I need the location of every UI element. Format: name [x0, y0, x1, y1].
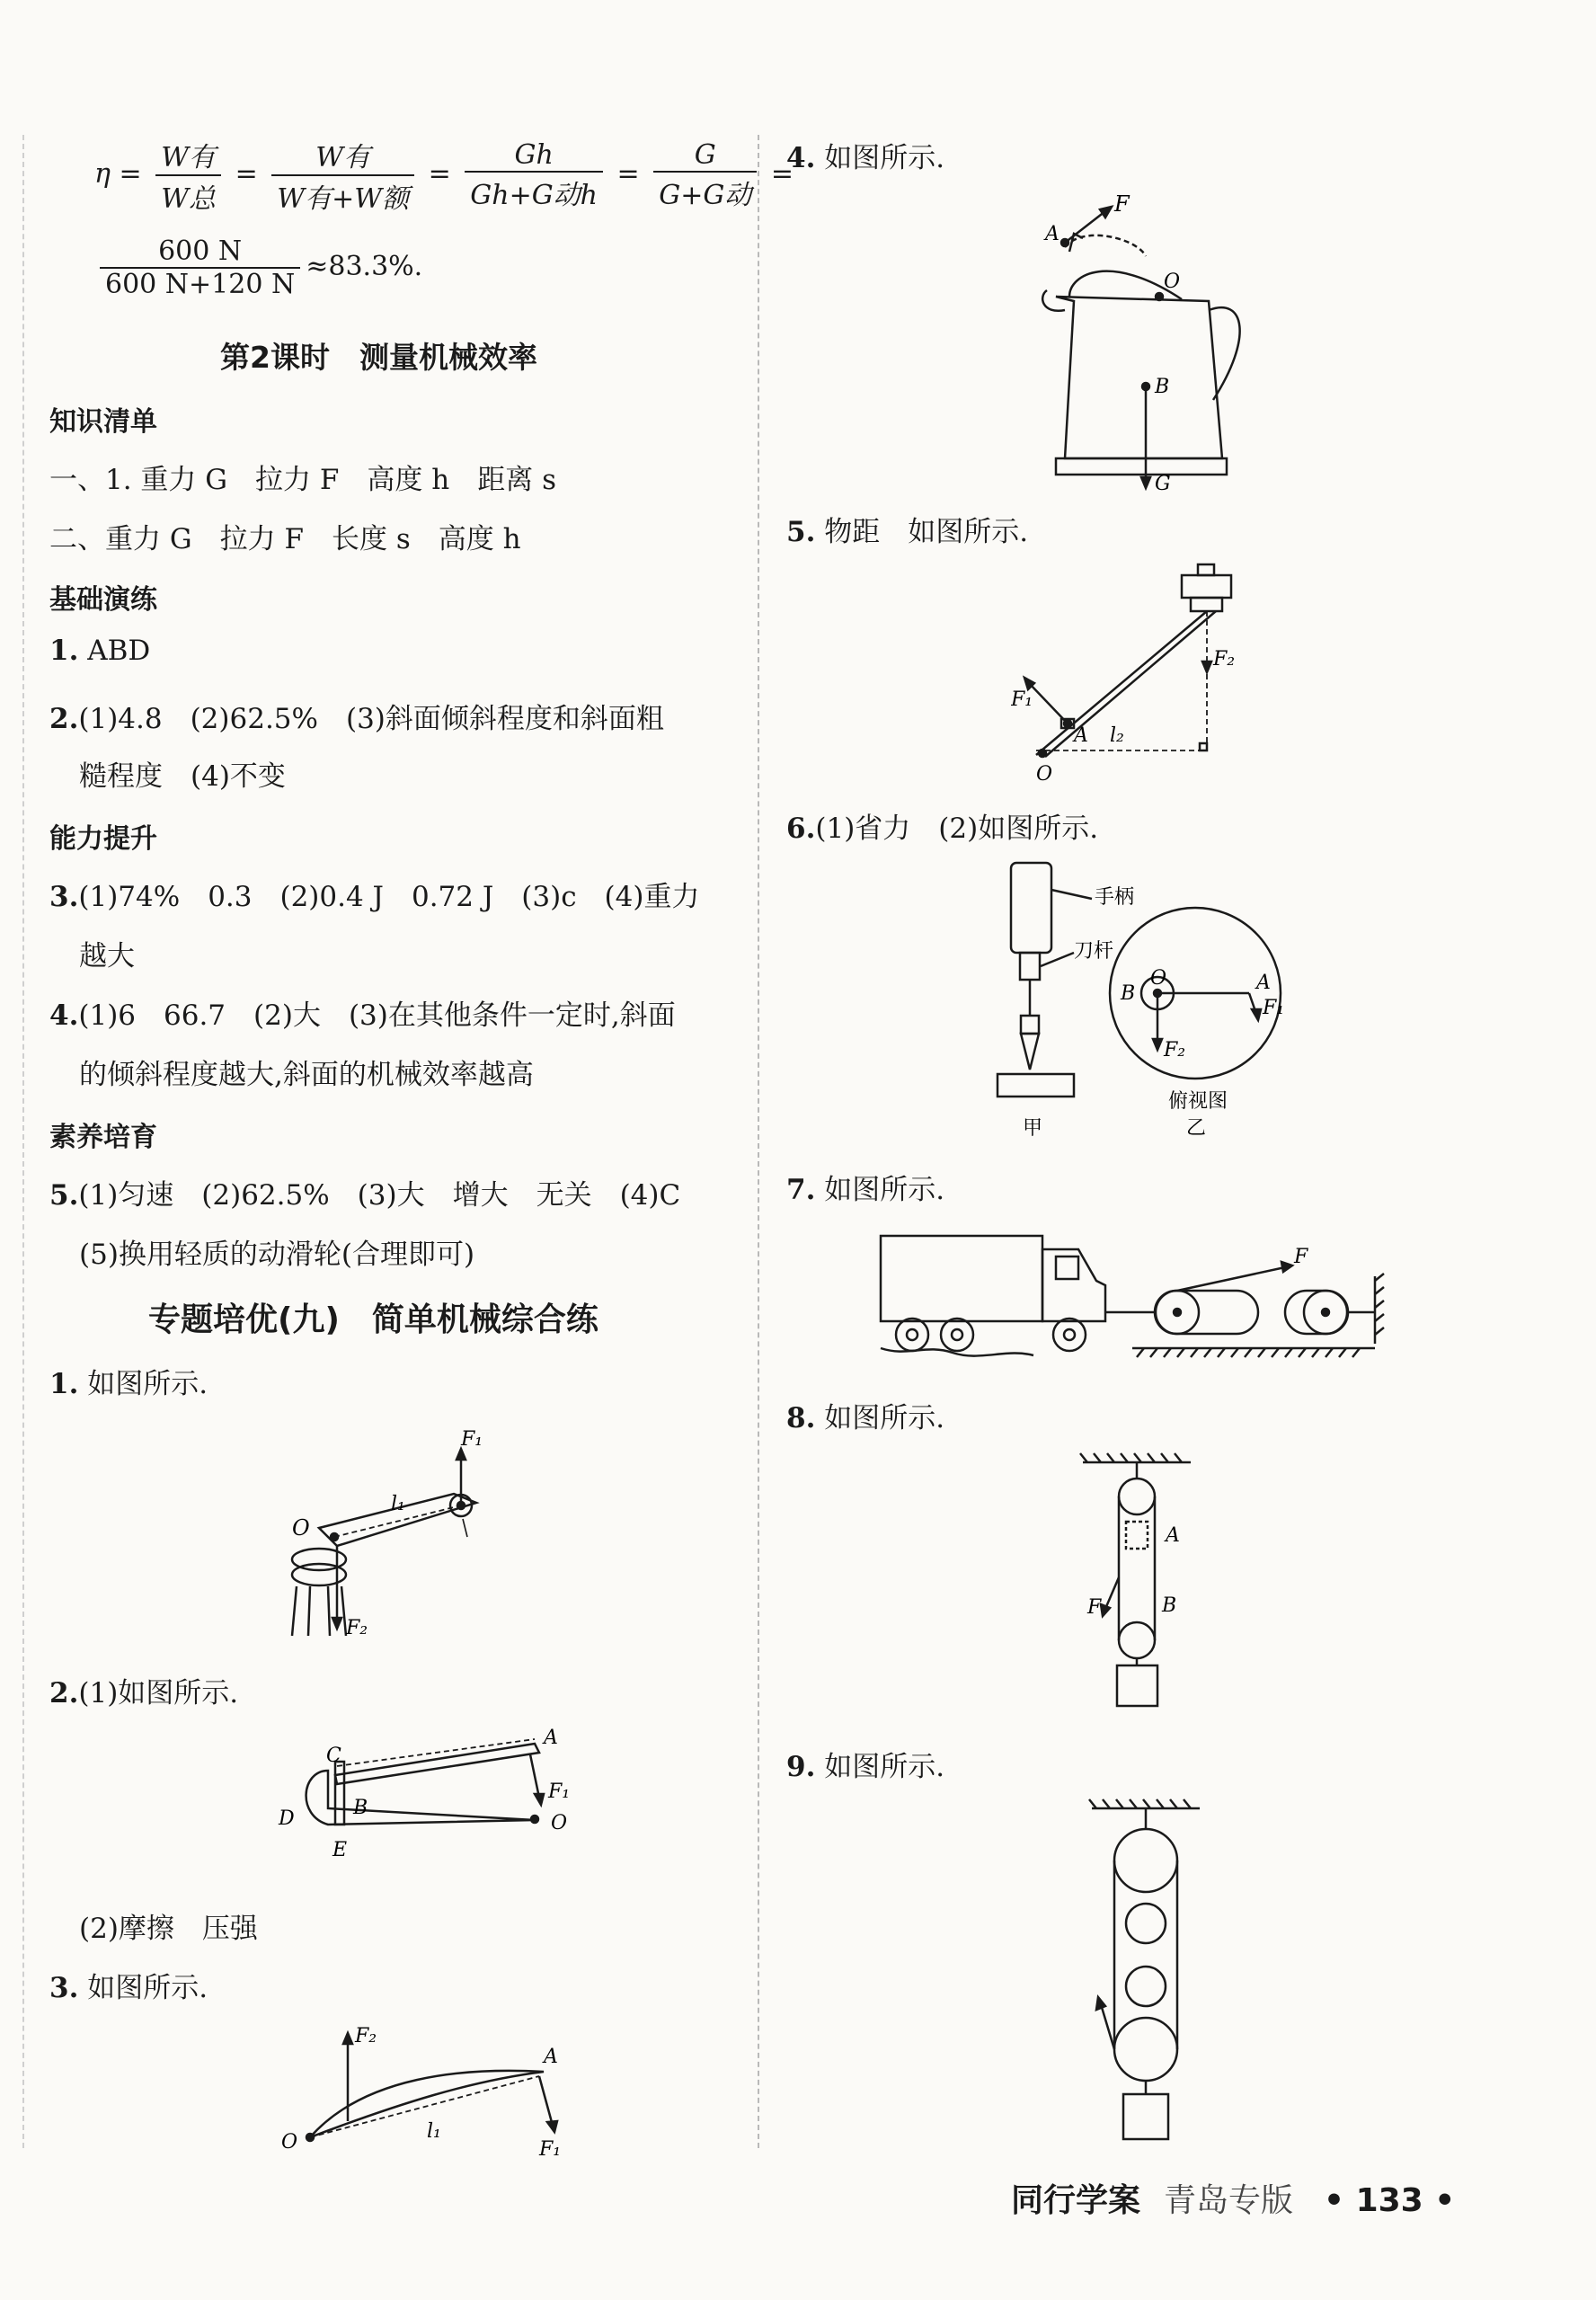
answer-r7: 7. 如图所示. — [786, 1174, 945, 1206]
page-footer — [1011, 2175, 1455, 2221]
fig2-label-E: E — [332, 1839, 348, 1861]
fig2-label-O: O — [551, 1812, 568, 1834]
figure-7-truck-pulleys — [872, 1222, 1429, 1366]
answer-b1: 1. ABD — [49, 635, 151, 667]
fig5-label-O: O — [1036, 763, 1053, 782]
fig6-label-handle: 手柄 — [1095, 886, 1135, 909]
fig1-label-F1: F₁ — [461, 1428, 483, 1451]
answer-a4: 4.(1)6 66.7 (2)大 (3)在其他条件一定时,斜面 — [49, 999, 676, 1032]
section-basic: 基础演练 — [49, 584, 157, 616]
fig4-label-A: A — [1045, 223, 1060, 245]
answer-r5: 5. 物距 如图所示. — [786, 516, 1029, 548]
fig3-label-O: O — [281, 2131, 298, 2153]
answer-r8: 8. 如图所示. — [786, 1402, 945, 1434]
fig6-label-B: B — [1121, 982, 1136, 1005]
fig5-label-F1: F₁ — [1011, 688, 1033, 711]
fig6-label-jia: 甲 — [1023, 1117, 1043, 1140]
fig2-label-F1: F₁ — [548, 1781, 571, 1803]
footer-edition: 青岛专版 — [1164, 2182, 1294, 2219]
fig6-label-yi: 乙 — [1186, 1117, 1207, 1140]
fig4-label-G: G — [1155, 473, 1171, 495]
fig4-label-F: F — [1114, 191, 1130, 217]
figure-1-lever — [283, 1420, 607, 1645]
answer-r6: 6.(1)省力 (2)如图所示. — [786, 813, 1099, 845]
fig8-label-F: F — [1087, 1596, 1102, 1619]
topic-q2-part2: (2)摩擦 压强 — [79, 1913, 258, 1945]
section-literacy: 素养培育 — [49, 1122, 157, 1153]
fig5-label-l2: l₂ — [1110, 724, 1124, 747]
section-ability: 能力提升 — [49, 823, 157, 855]
knowledge-line-2: 二、重力 G 拉力 F 长度 s 高度 h — [49, 523, 521, 555]
fraction-numeric: $\frac{600 N}{600 N+120 N}$ — [100, 235, 300, 300]
fig3-label-A: A — [544, 2046, 558, 2068]
answer-b2: 2.(1)4.8 (2)62.5% (3)斜面倾斜程度和斜面粗 — [49, 703, 664, 735]
fig5-label-F2: F₂ — [1213, 648, 1236, 670]
figure-9-compound-pulley — [1078, 1798, 1213, 2157]
fig6-label-O: O — [1150, 967, 1167, 990]
efficiency-result: $\frac{600 N}{600 N+120 N}$ ≈83.3%. — [94, 235, 422, 300]
fraction-2: $\frac{\text{W有}}{\text{W有+W额}}$ — [271, 135, 414, 216]
fig5-label-A: A — [1074, 724, 1088, 747]
figure-8-pulley-block — [1065, 1452, 1209, 1721]
figure-5-lever-weight — [1011, 557, 1299, 782]
fig4-label-B: B — [1155, 376, 1170, 398]
fig6-label-blade: 刀杆 — [1074, 940, 1114, 963]
answer-r4: 4. 如图所示. — [786, 142, 945, 174]
figure-6-drill-topview — [989, 854, 1348, 1150]
left-margin-rule — [22, 135, 24, 2148]
fig2-label-D: D — [279, 1807, 295, 1830]
fig1-label-l1: l₁ — [391, 1493, 405, 1515]
answer-l5-cont: (5)换用轻质的动滑轮(合理即可) — [79, 1239, 475, 1271]
fig3-label-l1: l₁ — [427, 2120, 441, 2143]
figure-2-pliers — [265, 1726, 607, 1878]
fig2-label-A: A — [544, 1727, 558, 1749]
fig2-label-C: C — [326, 1745, 341, 1767]
fig2-label-B: B — [353, 1797, 368, 1819]
eta-symbol: η — [94, 158, 111, 190]
topic-q3: 3. 如图所示. — [49, 1972, 208, 2004]
knowledge-line-1: 一、1. 重力 G 拉力 F 高度 h 距离 s — [49, 464, 556, 496]
fig6-label-top-view: 俯视图 — [1168, 1090, 1228, 1113]
topic-q2: 2.(1)如图所示. — [49, 1677, 239, 1709]
answer-l5: 5.(1)匀速 (2)62.5% (3)大 增大 无关 (4)C — [49, 1179, 681, 1212]
answer-r9: 9. 如图所示. — [786, 1751, 945, 1783]
answer-b2-cont: 糙程度 (4)不变 — [79, 760, 286, 793]
fig6-label-A: A — [1256, 972, 1271, 994]
fig8-label-B: B — [1162, 1594, 1177, 1617]
fig8-label-A: A — [1166, 1524, 1180, 1547]
fraction-3: $\frac{Gh}{\text{Gh+G动h}}$ — [465, 139, 603, 212]
fraction-4: $\frac{G}{\text{G+G动}}$ — [653, 139, 757, 212]
fig3-label-F2: F₂ — [355, 2025, 377, 2047]
figure-4-kettle — [1029, 184, 1263, 499]
answer-a3: 3.(1)74% 0.3 (2)0.4 J 0.72 J (3)c (4)重力 — [49, 881, 700, 913]
fraction-1: $\frac{\text{W有}}{\text{W总}}$ — [155, 135, 221, 216]
page-number: • 133 • — [1324, 2182, 1456, 2219]
fig1-label-F2: F₂ — [346, 1617, 368, 1639]
answer-a4-cont: 的倾斜程度越大,斜面的机械效率越高 — [79, 1059, 534, 1091]
footer-brand: 同行学案 — [1011, 2182, 1141, 2219]
fig4-label-O: O — [1164, 271, 1181, 293]
fig7-label-F: F — [1294, 1246, 1308, 1268]
efficiency-formula: η = $\frac{\text{W有}}{\text{W总}}$ = $\frac{\text{W有}}{\text{W有+W额}}$ = $\frac{Gh}{\text{Gh+G动h}}$ = $\frac{G}{\text{G+G动}}$ = — [94, 135, 794, 216]
figure-3-curved-lever — [265, 2022, 607, 2166]
lesson-title: 第2课时 测量机械效率 — [220, 340, 537, 375]
fig1-label-O: O — [292, 1515, 310, 1541]
column-divider — [758, 135, 759, 2148]
fig6-label-F2: F₂ — [1164, 1039, 1186, 1061]
answer-a3-cont: 越大 — [79, 940, 135, 972]
fig6-label-F1: F₁ — [1263, 997, 1285, 1019]
fig3-label-F1: F₁ — [539, 2138, 562, 2161]
section-knowledge: 知识清单 — [49, 406, 157, 438]
topic-title: 专题培优(九) 简单机械综合练 — [148, 1301, 598, 1338]
topic-q1: 1. 如图所示. — [49, 1368, 208, 1400]
